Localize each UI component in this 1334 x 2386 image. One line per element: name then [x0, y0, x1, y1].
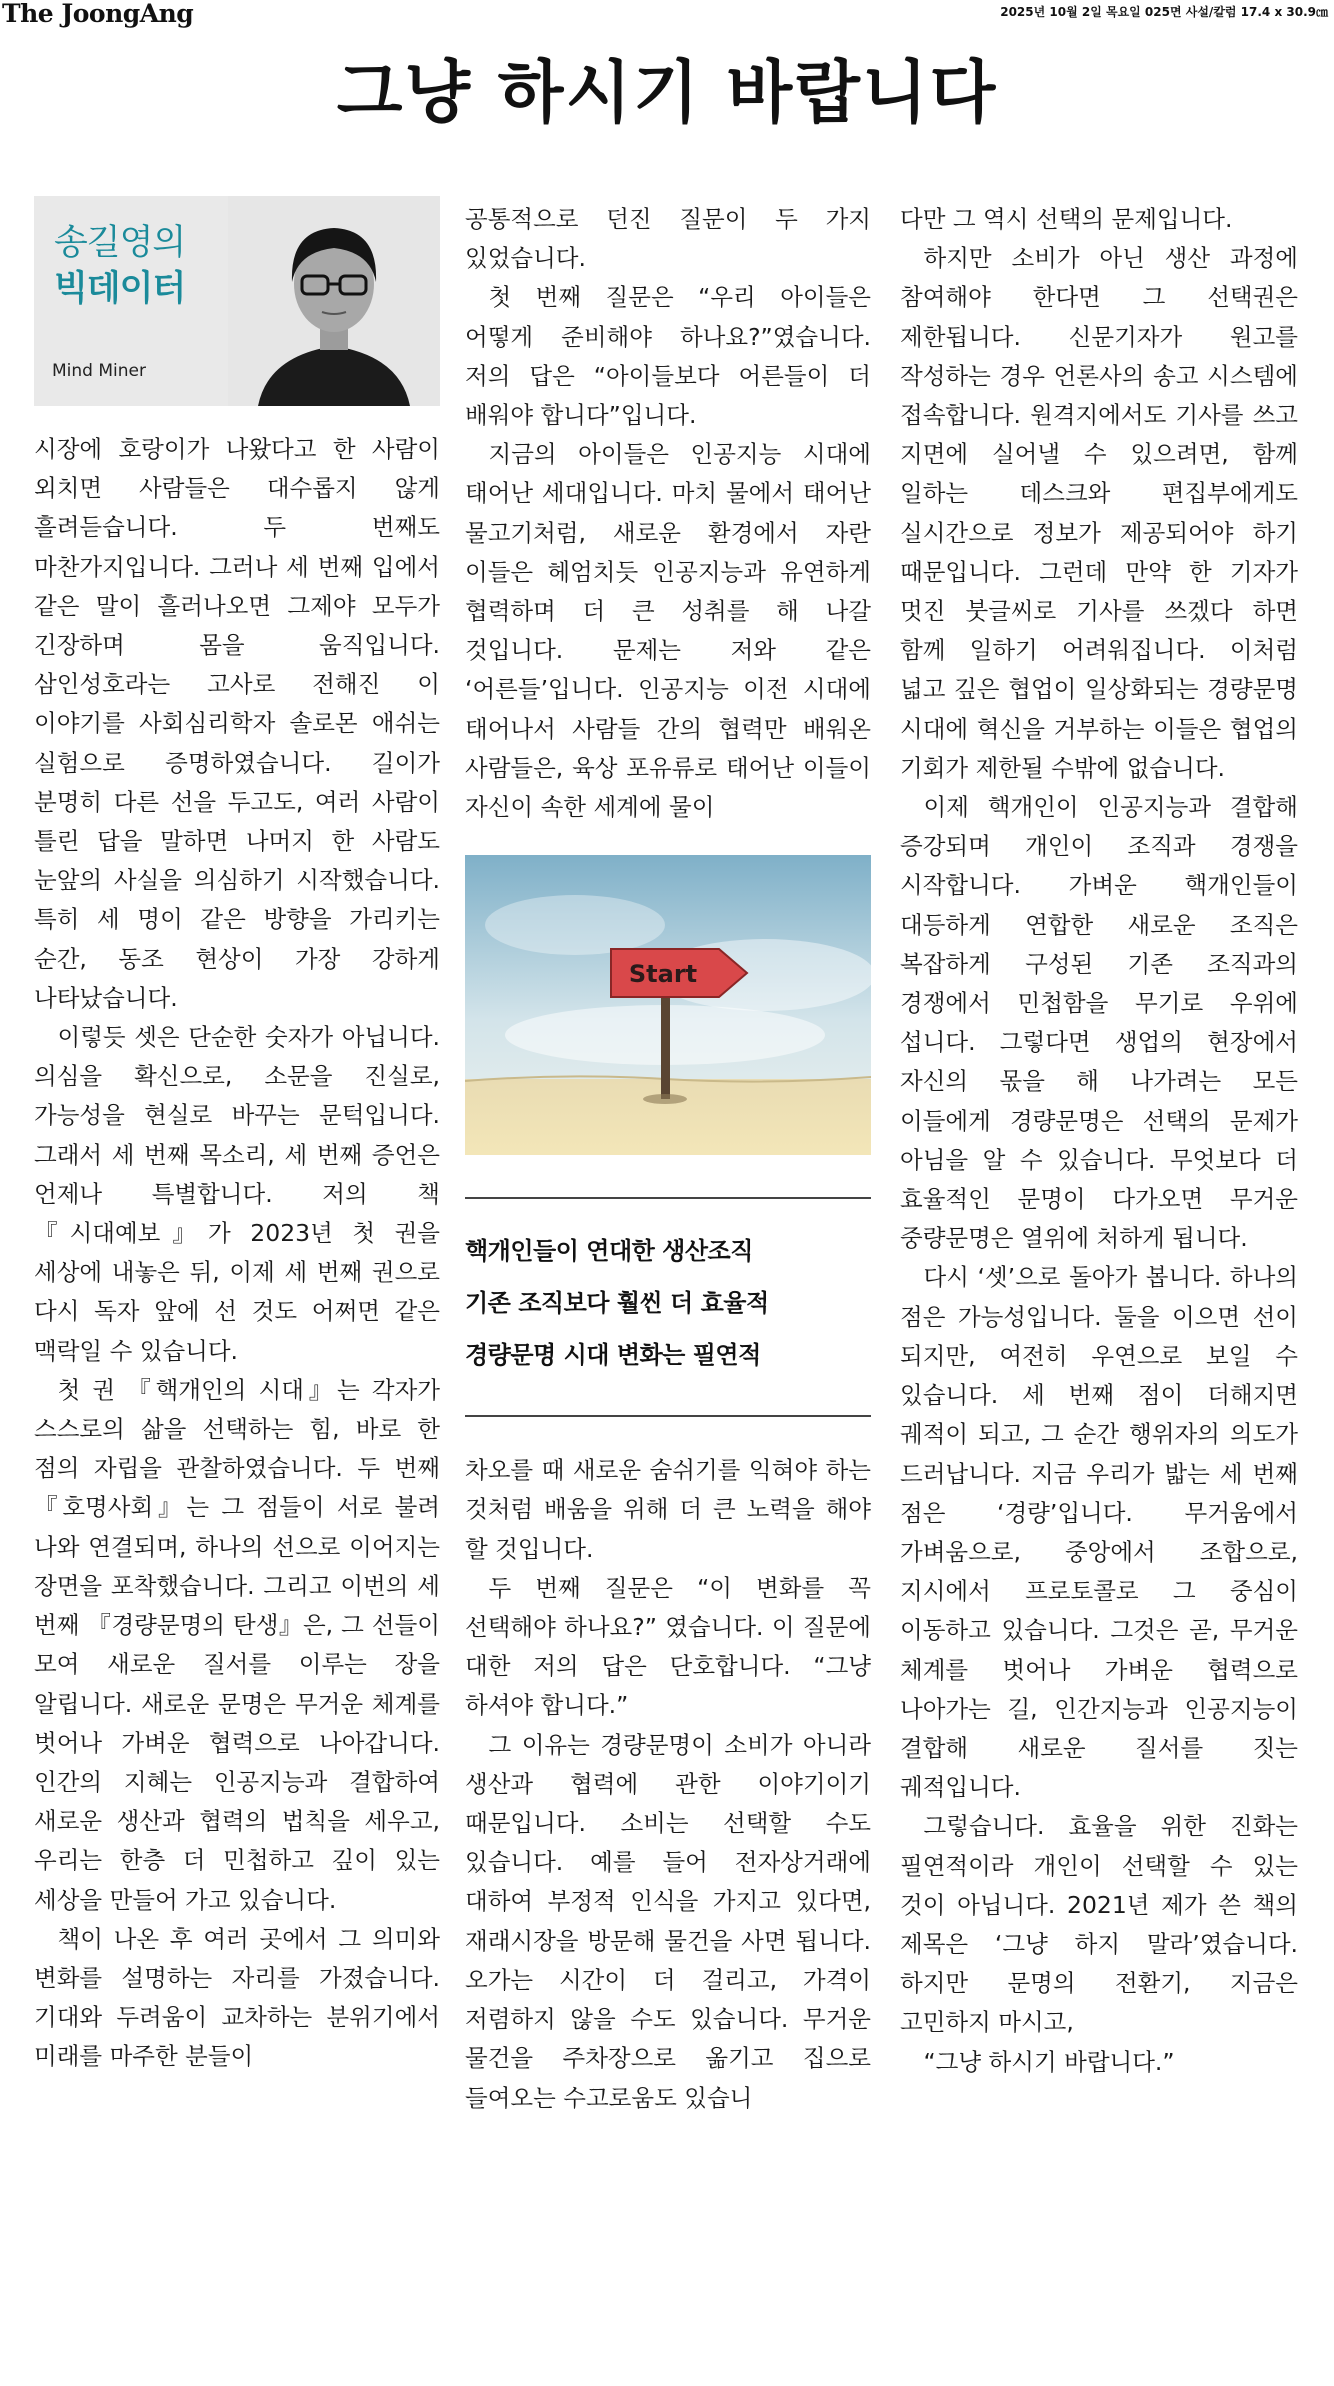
paragraph: 하지만 소비가 아닌 생산 과정에 참여해야 한다면 그 선택권은 제한됩니다. 신문기자가 원고를 작성하는 경우 언론사의 송고 시스템에 접속합니다. 원격지에서도 기사를 쓰고 지면에 실어낼 수 있으려면, 함께 일하는 데스크와 편집부에게도 실시간으로 정보가 제공되어야 하기 때문입니다. 그런데 만약 한 기자가 멋진 붓글씨로 기사를 쓰겠다 하면 함께 일하기 어려워집니다. 이처럼 넓고 깊은 협업이 일상화되는 경량문명 시대에 혁신을 거부하는 이들은 협업의 기회가 제한될 수밖에 없습니다. — [900, 244, 1298, 782]
pull-quote-line: 기존 조직보다 훨씬 더 효율적 — [465, 1288, 769, 1318]
paragraph: 그렇습니다. 효율을 위한 진화는 필연적이라 개인이 선택할 수 있는 것이 아닙니다. 2021년 제가 쓴 책의 제목은 ‘그냥 하지 말라’였습니다. 하지만 문명의 전환기, 지금은 고민하지 마시고, — [900, 1812, 1298, 2037]
closing-quote: “그냥 하시기 바랍니다.” — [923, 2047, 1175, 2076]
pull-quote — [465, 1197, 871, 1417]
paragraph: 공통적으로 던진 질문이 두 가지 있었습니다. — [465, 205, 871, 273]
column-1 — [34, 196, 440, 2376]
newspaper-logo: The JoongAng — [2, 0, 194, 28]
article-headline: 그냥 하시기 바랍니다 — [336, 54, 998, 133]
pull-quote-line: 경량문명 시대 변화는 필연적 — [465, 1340, 761, 1370]
byline-role: Mind Miner — [52, 361, 146, 381]
byline-column-title: 빅데이터 — [54, 269, 186, 309]
paragraph: 두 번째 질문은 “이 변화를 꼭 선택해야 하나요?” 였습니다. 이 질문에 대한 저의 답은 단호합니다. “그냥 하셔야 합니다.” — [465, 1573, 871, 1720]
pull-quote-line: 핵개인들이 연대한 생산조직 — [465, 1236, 753, 1266]
paragraph: 이렇듯 셋은 단순한 숫자가 아닙니다. 의심을 확신으로, 소문을 진실로, 가능성을 현실로 바꾸는 문턱입니다. 그래서 세 번째 목소리, 세 번째 증언은 언제나 특별합니다. 저의 책 『시대예보』가 2023년 첫 권을 세상에 내놓은 뒤, 이제 세 번째 권으로 다시 독자 앞에 선 것도 어쩌면 같은 맥락일 수 있습니다. — [34, 1023, 440, 1365]
column-3 — [900, 200, 1298, 2380]
dateline: 2025년 10월 2일 목요일 025면 사설/칼럼 17.4 x 30.9㎝ — [1000, 5, 1328, 19]
paragraph: 지금의 아이들은 인공지능 시대에 태어난 세대입니다. 마치 물에서 태어난 물고기처럼, 새로운 환경에서 자란 이들은 헤엄치듯 인공지능과 유연하게 협력하며 더 큰 성취를 해 나갈 것입니다. 문제는 저와 같은 ‘어른들’입니다. 인공지능 이전 시대에 태어나서 사람들 간의 협력만 배워온 사람들은, 육상 포유류로 태어난 이들이 자신이 속한 세계에 물이 — [465, 440, 871, 822]
byline-name: 송길영의 — [54, 223, 186, 263]
paragraph: 다만 그 역시 선택의 문제입니다. — [900, 205, 1233, 233]
paragraph: 책이 나온 후 여러 곳에서 그 의미와 변화를 설명하는 자리를 가졌습니다. 기대와 두려움이 교차하는 분위기에서 미래를 마주한 분들이 — [34, 1924, 440, 2071]
start-sign-illustration — [465, 855, 871, 1155]
paragraph: 다시 ‘셋’으로 돌아가 봅니다. 하나의 점은 가능성입니다. 둘을 이으면 선이 되지만, 여전히 우연으로 보일 수 있습니다. 세 번째 점이 더해지면 궤적이 되고, 그 순간 행위자의 의도가 드러납니다. 지금 우리가 밟는 세 번째 점은 ‘경량’입니다. 무거움에서 가벼움으로, 중앙에서 조합으로, 지시에서 프로토콜로 그 중심이 이동하고 있습니다. 그것은 곧, 무거운 체계를 벗어나 가벼운 협력으로 나아가는 길, 인간지능과 인공지능이 결합해 새로운 질서를 짓는 궤적입니다. — [900, 1263, 1298, 1802]
article-body — [34, 196, 1298, 2376]
masthead — [0, 0, 1334, 30]
column-2 — [465, 200, 871, 2380]
paragraph: 그 이유는 경량문명이 소비가 아니라 생산과 협력에 관한 이야기이기 때문입니다. 소비는 선택할 수도 있습니다. 예를 들어 전자상거래에 대하여 부정적 인식을 가지고 있다면, 재래시장을 방문해 물건을 사면 됩니다. 오가는 시간이 더 걸리고, 가격이 저렴하지 않을 수도 있습니다. 무거운 물건을 주차장으로 옮기고 집으로 들여오는 수고로움도 있습니 — [465, 1730, 871, 2112]
paragraph: 첫 권 『핵개인의 시대』는 각자가 스스로의 삶을 선택하는 힘, 바로 한 점의 자립을 관찰하였습니다. 두 번째 『호명사회』는 그 점들이 서로 불려 나와 연결되며, 하나의 선으로 이어지는 장면을 포착했습니다. 그리고 이번의 세 번째 『경량문명의 탄생』은, 그 선들이 모여 새로운 질서를 이루는 장을 알립니다. 새로운 문명은 무거운 체계를 벗어나 가벼운 협력으로 나아갑니다. 인간의 지혜는 인공지능과 결합하여 새로운 생산과 협력의 법칙을 세우고, 우리는 한층 더 민첩하고 깊이 있는 세상을 만들어 가고 있습니다. — [34, 1375, 440, 1914]
author-portrait — [228, 196, 440, 406]
paragraph: 시장에 호랑이가 나왔다고 한 사람이 외치면 사람들은 대수롭지 않게 흘려듣습니다. 두 번째도 마찬가지입니다. 그러나 세 번째 입에서 같은 말이 흘러나오면 그제야 모두가 긴장하며 몸을 움직입니다. 삼인성호라는 고사로 전해진 이 이야기를 사회심리학자 솔로몬 애쉬는 실험으로 증명하였습니다. 길이가 분명히 다른 선을 두고도, 여러 사람이 틀린 답을 말하면 나머지 한 사람도 눈앞의 사실을 의심하기 시작했습니다. 특히 세 명이 같은 방향을 가리키는 순간, 동조 현상이 가장 강하게 나타났습니다. — [34, 435, 440, 1012]
sign-text: Start — [628, 960, 698, 989]
byline-box — [34, 196, 440, 406]
paragraph: 차오를 때 새로운 숨쉬기를 익혀야 하는 것처럼 배움을 위해 더 큰 노력을 해야 할 것입니다. — [465, 1456, 871, 1563]
paragraph: 이제 핵개인이 인공지능과 결합해 증강되며 개인이 조직과 경쟁을 시작합니다. 가벼운 핵개인들이 대등하게 연합한 새로운 조직은 복잡하게 구성된 기존 조직과의 경쟁에서 민첩함을 무기로 우위에 섭니다. 그렇다면 생업의 현장에서 자신의 몫을 해 나가려는 모든 이들에게 경량문명은 선택의 문제가 아님을 알 수 있습니다. 무엇보다 더 효율적인 문명이 다가오면 무거운 중량문명은 열위에 처하게 됩니다. — [900, 793, 1298, 1253]
paragraph: 첫 번째 질문은 “우리 아이들은 어떻게 준비해야 하나요?”였습니다. 저의 답은 “아이들보다 어른들이 더 배워야 합니다”입니다. — [465, 283, 871, 430]
